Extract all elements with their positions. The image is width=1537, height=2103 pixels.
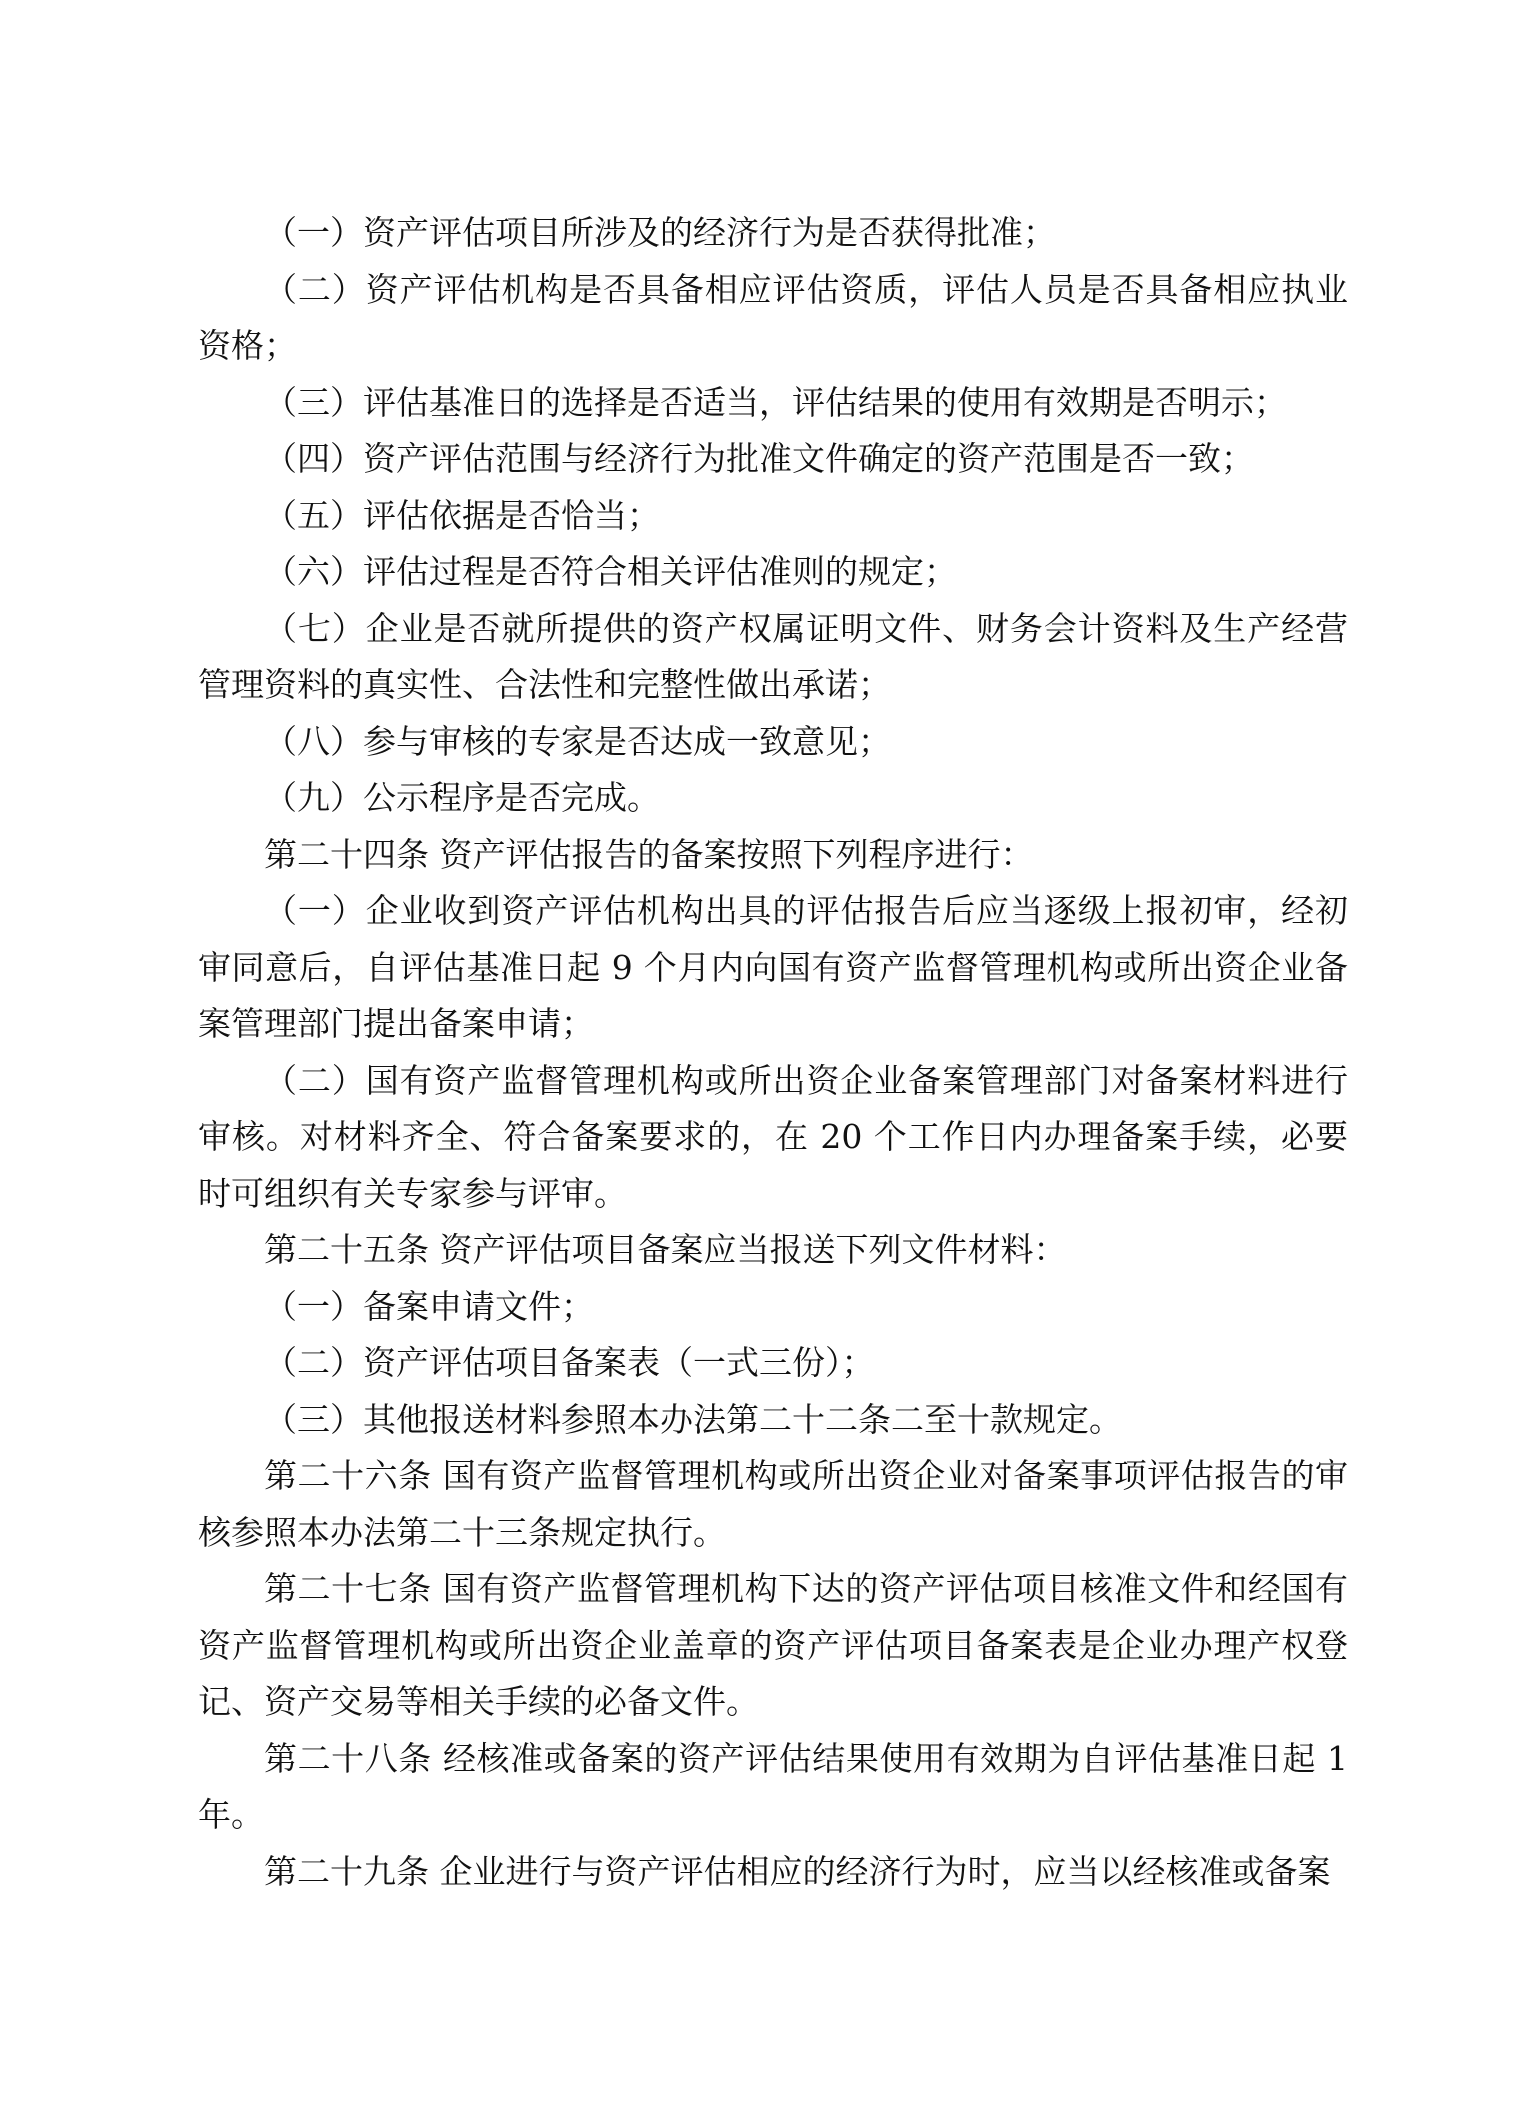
paragraph-item-2: （二）资产评估机构是否具备相应评估资质，评估人员是否具备相应执业资格； bbox=[198, 269, 1348, 365]
paragraph-item-8: （八）参与审核的专家是否达成一致意见； bbox=[264, 721, 891, 761]
article-25-heading: 第二十五条 资产评估项目备案应当报送下列文件材料： bbox=[264, 1230, 1067, 1269]
paragraph-item-9: （九）公示程序是否完成。 bbox=[264, 778, 660, 817]
article-27: 第二十七条 国有资产监督管理机构下达的资产评估项目核准文件和经国有资产监督管理机构或所出资企业盖章的资产评估项目备案表是企业办理产权登记、资产交易等相关手续的必备文件。 bbox=[198, 1569, 1348, 1721]
article-28: 第二十八条 经核准或备案的资产评估结果使用有效期为自评估基准日起 1 年。 bbox=[198, 1738, 1348, 1834]
article-29: 第二十九条 企业进行与资产评估相应的经济行为时，应当以经核准或备案 bbox=[264, 1851, 1331, 1891]
paragraph-item-3: （三）评估基准日的选择是否适当，评估结果的使用有效期是否明示； bbox=[264, 382, 1287, 422]
paragraph-item-6: （六）评估过程是否符合相关评估准则的规定； bbox=[264, 552, 957, 591]
article-24-heading: 第二十四条 资产评估报告的备案按照下列程序进行： bbox=[264, 834, 1034, 874]
article-24-item-2: （二）国有资产监督管理机构或所出资企业备案管理部门对备案材料进行审核。对材料齐全、符合备案要求的，在 20 个工作日内办理备案手续，必要时可组织有关专家参与评审。 bbox=[198, 1060, 1348, 1213]
article-24-item-1: （一）企业收到资产评估机构出具的评估报告后应当逐级上报初审，经初审同意后，自评估基准日起 9 个月内向国有资产监督管理机构或所出资企业备案管理部门提出备案申请； bbox=[198, 891, 1348, 1043]
article-26: 第二十六条 国有资产监督管理机构或所出资企业对备案事项评估报告的审核参照本办法第二十三条规定执行。 bbox=[198, 1456, 1348, 1552]
paragraph-item-7: （七）企业是否就所提供的资产权属证明文件、财务会计资料及生产经营管理资料的真实性、合法性和完整性做出承诺； bbox=[198, 608, 1348, 704]
document-page bbox=[198, 205, 1348, 1900]
article-25-item-1: （一）备案申请文件； bbox=[264, 1286, 594, 1326]
paragraph-item-4: （四）资产评估范围与经济行为批准文件确定的资产范围是否一致； bbox=[264, 439, 1254, 478]
article-25-item-2: （二）资产评估项目备案表（一式三份）； bbox=[264, 1343, 875, 1382]
article-25-item-3: （三）其他报送材料参照本办法第二十二条二至十款规定。 bbox=[264, 1399, 1122, 1439]
paragraph-item-5: （五）评估依据是否恰当； bbox=[264, 495, 660, 535]
paragraph-item-1: （一）资产评估项目所涉及的经济行为是否获得批准； bbox=[264, 213, 1056, 252]
